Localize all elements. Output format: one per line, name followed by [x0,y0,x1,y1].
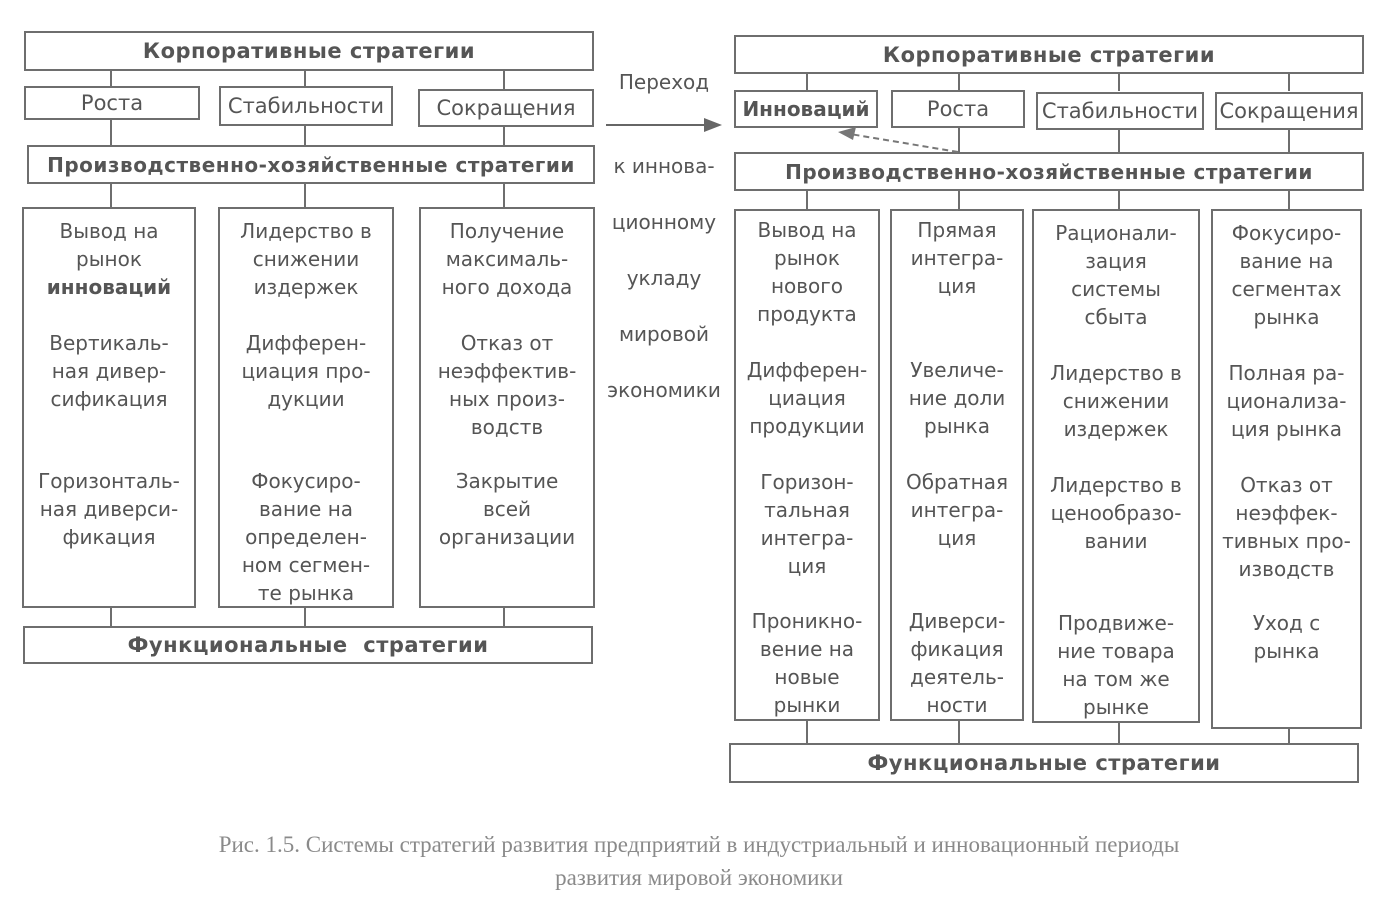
left-reduction-item-2: Отказ от неэффектив- ных произ- водств [437,331,577,439]
right-innovation-box: Инноваций [734,90,878,128]
right-stability-item-4: Продвиже- ние товара на том же рынке [1057,611,1175,719]
right-corporate-strategies: Корпоративные стратегии [734,35,1364,74]
right-reduction-item-1: Фокусиро- вание на сегментах рынка [1231,221,1342,329]
right-stability-box: Стабильности [1036,92,1204,130]
left-reduction-item-1: Получение максималь- ного дохода [441,219,573,299]
transition-label-4: укладу [626,266,702,290]
left-growth-box: Роста [24,86,200,120]
left-reduction-item-3: Закрытие всей организации [438,469,576,549]
figure-caption-line-2: развития мировой экономики [555,865,843,890]
transition-label-6: экономики [607,378,721,402]
left-stability-item-2: Дифферен- циация про- дукции [241,331,371,411]
right-innovation-item-1: Вывод на рынок нового продукта [757,218,857,326]
left-functional-strategies: Функциональные стратегии [23,626,593,664]
right-stability-item-1: Рационали- зация системы сбыта [1055,221,1177,329]
right-reduction-box: Сокращения [1215,92,1363,130]
left-stability-item-1: Лидерство в снижении издержек [240,219,372,299]
right-functional-strategies: Функциональные стратегии [729,743,1359,783]
transition-arrow [606,118,722,132]
right-production-strategies: Производственно-хозяйственные стратегии [734,152,1364,191]
right-innovation-item-4: Проникно- вение на новые рынки [751,609,863,717]
right-reduction-item-2: Полная ра- ционализа- ция рынка [1226,361,1347,441]
right-growth-item-3: Обратная интегра- ция [905,470,1009,550]
left-stability-item-3: Фокусиро- вание на определен- ном сегмен- те рынка [241,469,371,605]
right-innovation-item-3: Горизон- тальная интегра- ция [760,470,854,578]
left-growth-item-2: Вертикаль- ная дивер- сификация [49,331,169,411]
right-stability-item-2: Лидерство в снижении издержек [1050,361,1182,441]
transition-label-3: ционному [611,210,717,234]
left-production-strategies: Производственно-хозяйственные стратегии [27,145,595,184]
transition-label-2: к иннова- [613,154,715,178]
right-stability-item-3: Лидерство в ценообразо- вании [1050,473,1182,553]
right-growth-item-1: Прямая интегра- ция [910,218,1004,298]
right-reduction-item-3: Отказ от неэффек- тивных про- изводств [1222,473,1351,581]
right-innovation-item-2: Дифферен- циация продукции [746,358,868,438]
left-reduction-box: Сокращения [418,89,594,127]
right-growth-box: Роста [891,90,1025,128]
left-corporate-strategies: Корпоративные стратегии [24,31,594,71]
left-stability-box: Стабильности [219,86,393,126]
left-growth-item-1: Вывод на рынок инноваций [46,219,172,299]
right-growth-item-2: Увеличе- ние доли рынка [908,358,1006,438]
transition-label: Переход [618,70,710,94]
transition-label-5: мировой [618,322,710,346]
dashed-feedback-arrow [838,127,958,152]
right-reduction-item-4: Уход с рынка [1252,611,1321,663]
figure-caption-line-1: Рис. 1.5. Системы стратегий развития предприятий в индустриальный и инновационный периоды [218,832,1180,857]
left-growth-item-1-bold: инноваций [46,275,172,299]
left-growth-item-3: Горизонталь- ная диверси- фикация [38,469,180,549]
right-growth-item-4: Диверси- фикация деятель- ности [908,609,1006,717]
